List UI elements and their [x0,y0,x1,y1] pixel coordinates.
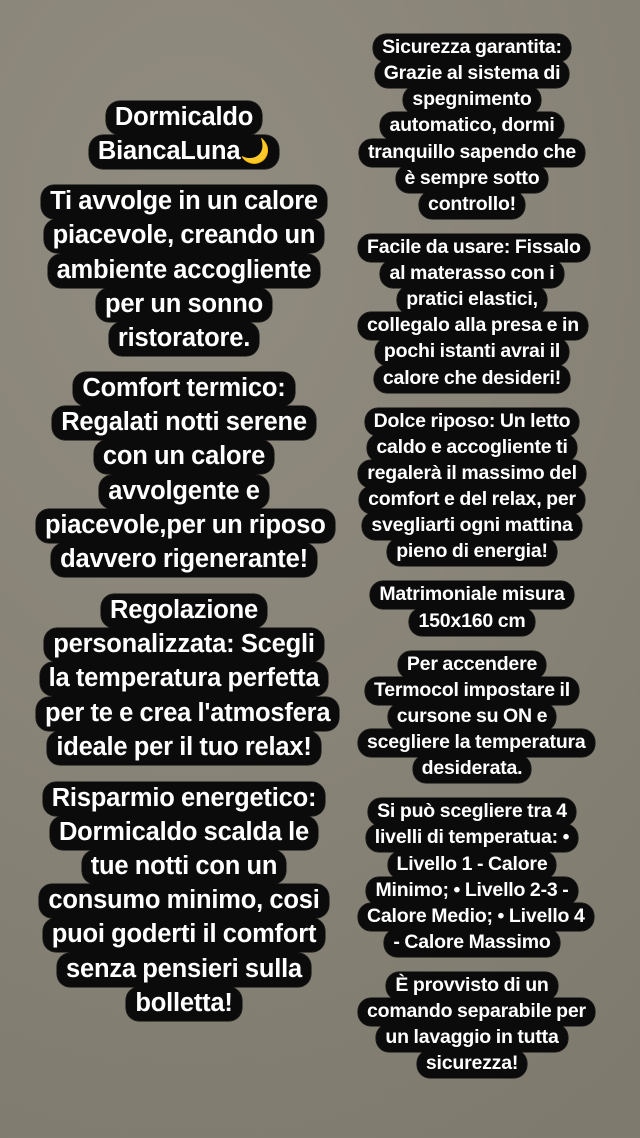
product-title-line-1: Dormicaldo [106,101,262,135]
misura-text: Matrimoniale misura 150x160 cm [370,581,573,635]
misura-block [358,581,586,633]
regolazione-text: Regolazione personalizzata: Scegli la temperatura perfetta per te e crea l'atmosfera ideale per il tuo relax! [36,594,339,765]
comfort-termico-block [36,371,332,576]
facile-da-usare-block [358,234,586,391]
sicurezza-block [358,34,586,217]
lavaggio-block [358,972,586,1077]
intro-text-block [36,184,332,355]
crescent-moon-icon: 🌙 [240,138,271,166]
sicurezza-text: Sicurezza garantita: Grazie al sistema di spegnimento automatico, dormi tranquillo sapendo che è sempre sotto controllo! [359,34,585,219]
right-text-column [358,34,586,1077]
facile-da-usare-text: Facile da usare: Fissalo al materasso con i pratici elastici, collegalo alla presa e in pochi istanti avrai il calore che desideri! [358,234,590,393]
product-title-text: BiancaLuna [97,137,241,166]
product-title-line-2 [89,135,279,169]
intro-text: Ti avvolge in un calore piacevole, creando un ambiente accogliente per un sonno ristoratore. [41,185,327,356]
livelli-temperatura-text: Si può scegliere tra 4 livelli di temperatua: • Livello 1 - Calore Minimo; • Livello 2-3 - Calore Medio; • Livello 4 - Calore Massimo [358,798,594,957]
comfort-termico-text: Comfort termico: Regalati notti serene con un calore avvolgente e piacevole,per un riposo davvero rigenerante! [36,372,335,577]
dolce-riposo-text: Dolce riposo: Un letto caldo e accogliente ti regalerà il massimo del comfort e del relax, per svegliarti ogni mattina pieno di energia! [358,408,586,567]
left-text-column [36,100,332,1020]
accensione-block [358,651,586,782]
risparmio-energetico-text: Risparmio energetico: Dormicaldo scalda le tue notti con un consumo minimo, cosi puoi goderti il comfort senza pensieri sulla bolletta! [39,782,328,1021]
regolazione-block [36,593,332,764]
accensione-text: Per accendere Termocol impostare il cursone su ON e scegliere la temperatura desiderata. [358,651,595,784]
risparmio-energetico-block [36,781,332,1020]
product-title-block [36,100,332,168]
lavaggio-text: È provvisto di un comando separabile per un lavaggio in tutta sicurezza! [358,972,595,1078]
dolce-riposo-block [358,408,586,565]
livelli-temperatura-block [358,798,586,955]
